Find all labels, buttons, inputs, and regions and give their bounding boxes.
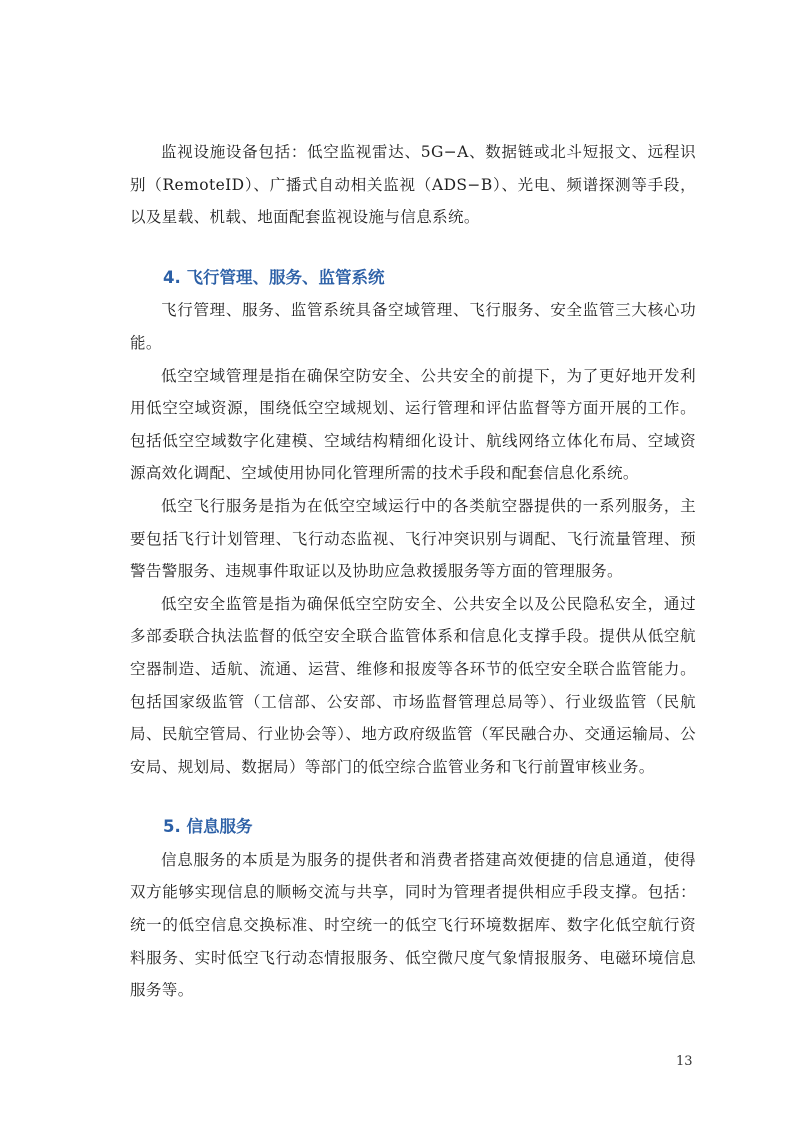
- paragraph-flight-service: 低空飞行服务是指为在低空空域运行中的各类航空器提供的一系列服务，主要包括飞行计划管理、飞行动态监视、飞行冲突识别与调配、飞行流量管理、预警告警服务、违规事件取证以及协助应急救援服务等方面的管理服务。: [130, 496, 696, 581]
- paragraph-core-functions: 飞行管理、服务、监管系统具备空域管理、飞行服务、安全监管三大核心功能。: [130, 301, 696, 352]
- section-gap: [130, 234, 696, 262]
- paragraph-monitoring-facilities: 监视设施设备包括：低空监视雷达、5G−A、数据链或北斗短报文、远程识别（RemoteID）、广播式自动相关监视（ADS−B）、光电、频谱探测等手段，以及星载、机载、地面配套监视设施与信息系统。: [130, 143, 696, 227]
- paragraph-information-service: 信息服务的本质是为服务的提供者和消费者搭建高效便捷的信息通道，使得双方能够实现信息的顺畅交流与共享，同时为管理者提供相应手段支撑。包括：统一的低空信息交换标准、时空统一的低空飞行环境数据库、数字化低空航行资料服务、实时低空飞行动态情报服务、低空微尺度气象情报服务、电磁环境信息服务等。: [130, 850, 696, 1000]
- page-content: [130, 136, 696, 1007]
- section-gap: [130, 783, 696, 811]
- paragraph-safety-supervision: 低空安全监管是指为确保低空空防安全、公共安全以及公民隐私安全，通过多部委联合执法监督的低空安全联合监管体系和信息化支撑手段。提供从低空航空器制造、适航、流通、运营、维修和报废等各环节的低空安全联合监管能力。包括国家级监管（工信部、公安部、市场监督管理总局等）、行业级监管（民航局、民航空管局、行业协会等）、地方政府级监管（军民融合办、交通运输局、公安局、规划局、数据局）等部门的低空综合监管业务和飞行前置审核业务。: [130, 594, 696, 776]
- section-heading-flight-management: 4. 飞行管理、服务、监管系统: [163, 267, 385, 287]
- page-number: 13: [676, 1054, 693, 1069]
- section-heading-information-service: 5. 信息服务: [163, 817, 253, 837]
- paragraph-airspace-management: 低空空域管理是指在确保空防安全、公共安全的前提下，为了更好地开发利用低空空域资源，围绕低空空域规划、运行管理和评估监督等方面开展的工作。包括低空空域数字化建模、空域结构精细化设计、航线网络立体化布局、空域资源高效化调配、空域使用协同化管理所需的技术手段和配套信息化系统。: [130, 366, 696, 483]
